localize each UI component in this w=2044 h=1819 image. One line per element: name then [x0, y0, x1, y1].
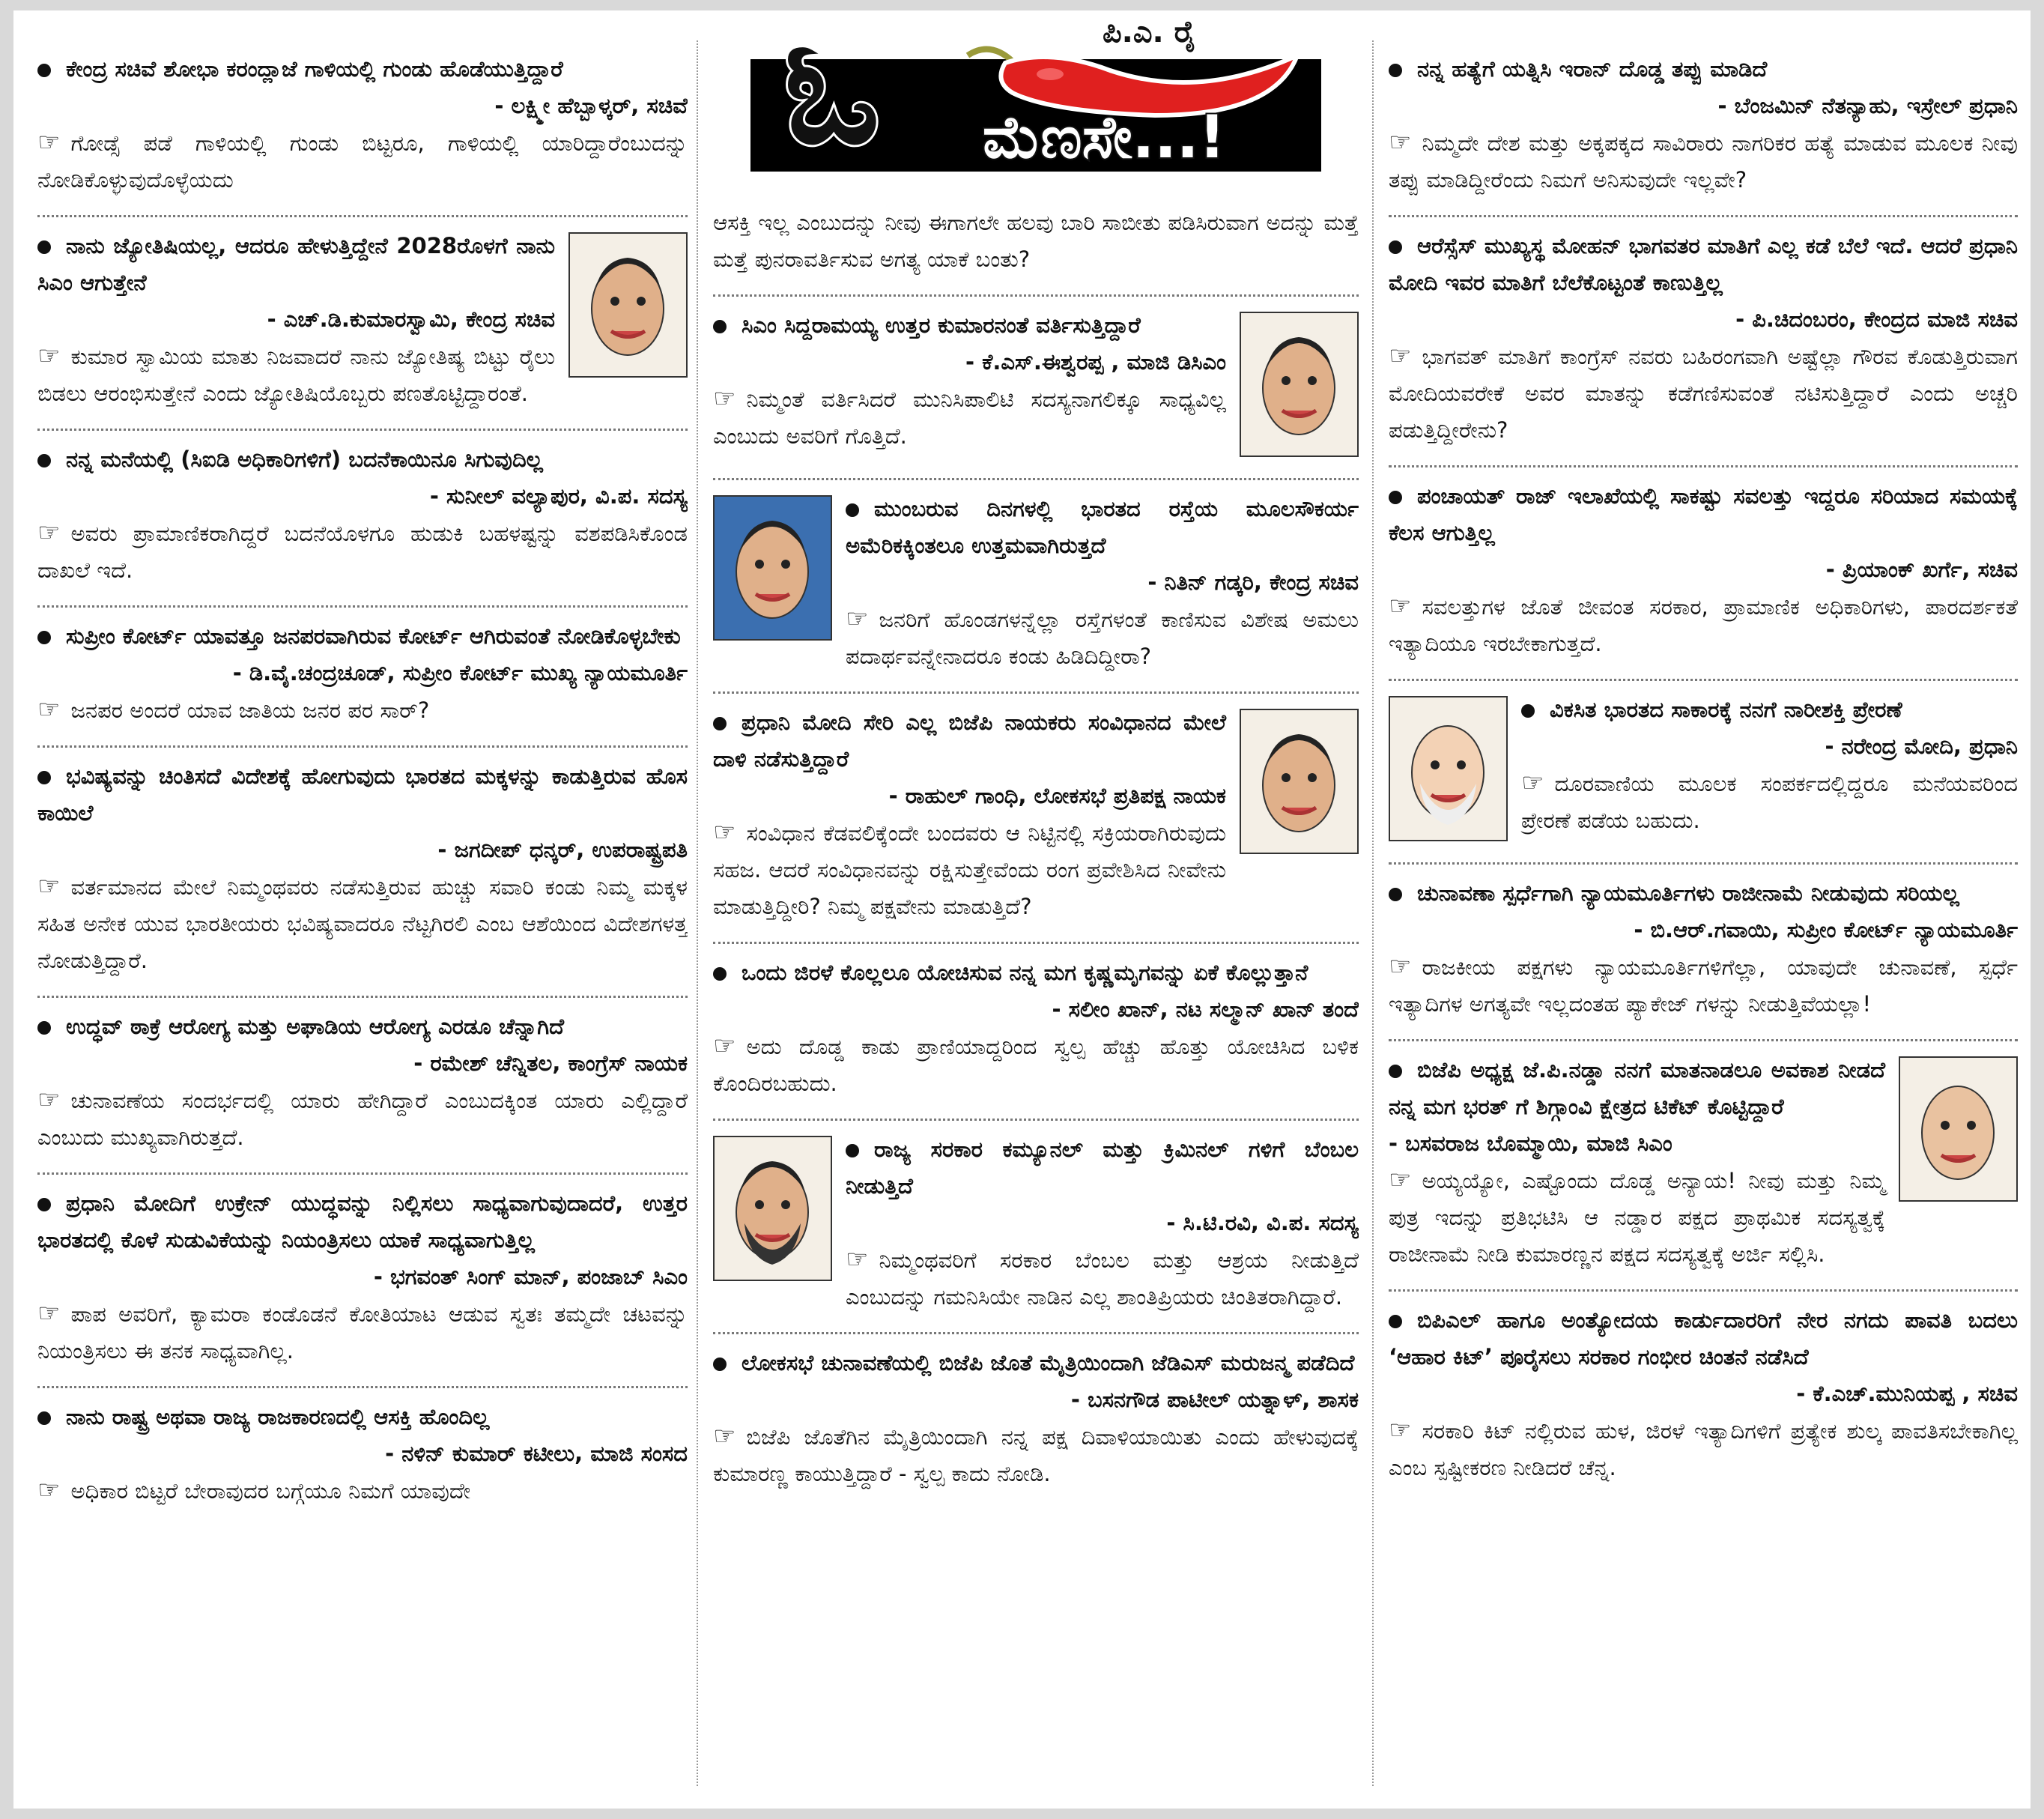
- bullet-icon: [37, 771, 51, 784]
- quote-item: [37, 998, 688, 1175]
- masthead-logo: [713, 10, 1359, 194]
- newspaper-page: [13, 10, 2031, 1809]
- quote-item: [37, 748, 688, 998]
- caricature-eshwarappa: [1240, 312, 1359, 457]
- bullet-icon: [37, 1021, 51, 1035]
- pointing-hand-icon: ☞: [37, 871, 61, 901]
- caricature-ct-ravi: [713, 1136, 832, 1281]
- pointing-hand-icon: ☞: [37, 341, 61, 371]
- columnist-reply: [37, 1082, 688, 1156]
- continued-reply-text: ಆಸಕ್ತಿ ಇಲ್ಲ ಎಂಬುದನ್ನು ನೀವು ಈಗಾಗಲೇ ಹಲವು ಬಾರಿ ಸಾಬೀತು ಪಡಿಸಿರುವಾಗ ಅದನ್ನು ಮತ್ತೆ ಮತ್ತೆ ಪುನರಾವರ್ತಿಸುವ ಅಗತ್ಯ ಯಾಕೆ ಬಂತು?: [713, 210, 1359, 272]
- bullet-icon: [846, 503, 859, 517]
- pointing-hand-icon: ☞: [37, 127, 61, 157]
- pointing-hand-icon: ☞: [37, 1085, 61, 1115]
- pointing-hand-icon: ☞: [1389, 1165, 1412, 1195]
- reply-text: ಸರಕಾರಿ ಕಿಟ್ ನಲ್ಲಿರುವ ಹುಳ, ಜಿರಳೆ ಇತ್ಯಾದಿಗಳಿಗೆ ಪ್ರತ್ಯೇಕ ಶುಲ್ಕ ಪಾವತಿಸಬೇಕಾಗಿಲ್ಲ ಎಂಬ ಸ್ಪಷ್ಟೀಕರಣ ನೀಡಿದರೆ ಚೆನ್ನ.: [1389, 1418, 2018, 1480]
- attribution: - ರಾಹುಲ್ ಗಾಂಧಿ, ಲೋಕಸಭೆ ಪ್ರತಿಪಕ್ಷ ನಾಯಕ: [888, 783, 1226, 808]
- attribution: - ಕೆ.ಎಚ್.ಮುನಿಯಪ್ಪ , ಸಚಿವ: [1796, 1381, 2018, 1406]
- bullet-icon: [37, 631, 51, 644]
- quote: [37, 1008, 688, 1045]
- quote-item: [1389, 217, 2018, 467]
- quote-text: ನಾನು ಜ್ಯೋತಿಷಿಯಲ್ಲ, ಆದರೂ ಹೇಳುತ್ತಿದ್ದೇನೆ 2028ರೊಳಗೆ ನಾನು ಸಿಎಂ ಆಗುತ್ತೇನೆ: [37, 233, 555, 295]
- quote-text: ನನ್ನ ಹತ್ಯೆಗೆ ಯತ್ನಿಸಿ ಇರಾನ್ ದೊಡ್ಡ ತಪ್ಪು ಮಾಡಿದೆ: [1417, 56, 1768, 82]
- right-column: [1389, 40, 2018, 1794]
- quote-item: [1389, 1041, 2018, 1292]
- pointing-hand-icon: ☞: [1389, 127, 1412, 157]
- caricature-gadkari: [713, 495, 832, 641]
- quote-text: ಚುನಾವಣಾ ಸ್ಪರ್ಧೆಗಾಗಿ ನ್ಯಾಯಮೂರ್ತಿಗಳು ರಾಜೀನಾಮೆ ನೀಡುವುದು ಸರಿಯಲ್ಲ: [1417, 880, 1959, 906]
- quote-item: [713, 297, 1359, 480]
- columnist-reply: [37, 868, 688, 979]
- attribution: - ಜಗದೀಪ್ ಧನ್ಕರ್, ಉಪರಾಷ್ಟ್ರಪತಿ: [437, 837, 688, 862]
- columnist-reply: [37, 1472, 688, 1510]
- reply-text: ವರ್ತಮಾನದ ಮೇಲೆ ನಿಮ್ಮಂಥವರು ನಡೆಸುತ್ತಿರುವ ಹುಚ್ಚು ಸವಾರಿ ಕಂಡು ನಿಮ್ಮ ಮಕ್ಕಳ ಸಹಿತ ಅನೇಕ ಯುವ ಭಾರತೀಯರು ಭವಿಷ್ಯವಾದರೂ ನೆಟ್ಟಗಿರಲಿ ಎಂಬ ಆಶೆಯಿಂದ ವಿದೇಶಗಳತ್ತ ನೋಡುತ್ತಿದ್ದಾರೆ.: [37, 874, 688, 973]
- quote: [1389, 1302, 2018, 1375]
- pointing-hand-icon: ☞: [713, 1421, 736, 1451]
- reply-text: ಗೋಡ್ಸೆ ಪಡೆ ಗಾಳಿಯಲ್ಲಿ ಗುಂಡು ಬಿಟ್ಟರೂ, ಗಾಳಿಯಲ್ಲಿ ಯಾರಿದ್ದಾರೆಂಬುದನ್ನು ನೋಡಿಕೊಳ್ಳುವುದೊಳ್ಳೆಯದು: [37, 130, 688, 193]
- pointing-hand-icon: ☞: [713, 1031, 736, 1061]
- quote: [1389, 228, 2018, 301]
- quote-text: ನಾನು ರಾಷ್ಟ್ರ ಅಥವಾ ರಾಜ್ಯ ರಾಜಕಾರಣದಲ್ಲಿ ಆಸಕ್ತಿ ಹೊಂದಿಲ್ಲ: [66, 1404, 490, 1429]
- columnist-reply: [1389, 588, 2018, 662]
- quote-item: [713, 1121, 1359, 1334]
- attribution: - ನರೇಂದ್ರ ಮೋದಿ, ಪ್ರಧಾನಿ: [1825, 733, 2018, 759]
- bullet-icon: [37, 64, 51, 77]
- reply-text: ಪಾಪ ಅವರಿಗೆ, ಕ್ಯಾಮರಾ ಕಂಡೊಡನೆ ಕೋತಿಯಾಟ ಆಡುವ ಸ್ವತಃ ತಮ್ಮದೇ ಚಟವನ್ನು ನಿಯಂತ್ರಿಸಲು ಈ ತನಕ ಸಾಧ್ಯವಾಗಿಲ್ಲ.: [37, 1301, 688, 1364]
- attribution: - ಬಿ.ಆರ್.ಗವಾಯಿ, ಸುಪ್ರೀಂ ಕೋರ್ಟ್ ನ್ಯಾಯಮೂರ್ತಿ: [1634, 917, 2018, 942]
- pointing-hand-icon: ☞: [1389, 951, 1412, 981]
- quote: [1389, 875, 2018, 912]
- attribution: - ನಳಿನ್ ಕುಮಾರ್ ಕಟೀಲು, ಮಾಜಿ ಸಂಸದ: [385, 1441, 688, 1466]
- reply-text: ನಿಮ್ಮಂತೆ ವರ್ತಿಸಿದರೆ ಮುನಿಸಿಪಾಲಿಟಿ ಸದಸ್ಯನಾಗಲಿಕ್ಕೂ ಸಾಧ್ಯವಿಲ್ಲ ಎಂಬುದು ಅವರಿಗೆ ಗೊತ್ತಿದೆ.: [713, 387, 1226, 449]
- quote: [37, 758, 688, 832]
- reply-text: ಸವಲತ್ತುಗಳ ಜೊತೆ ಜೀವಂತ ಸರಕಾರ, ಪ್ರಾಮಾಣಿಕ ಅಧಿಕಾರಿಗಳು, ಪಾರದರ್ಶಕತೆ ಇತ್ಯಾದಿಯೂ ಇರಬೇಕಾಗುತ್ತದೆ.: [1389, 594, 2018, 656]
- quote-text: ಲೋಕಸಭೆ ಚುನಾವಣೆಯಲ್ಲಿ ಬಿಜೆಪಿ ಜೊತೆ ಮೈತ್ರಿಯಿಂದಾಗಿ ಜೆಡಿಎಸ್ ಮರುಜನ್ಮ ಪಡೆದಿದೆ: [742, 1350, 1355, 1375]
- continued-reply: [713, 202, 1359, 297]
- quote-text: ಪ್ರಧಾನಿ ಮೋದಿ ಸೇರಿ ಎಲ್ಲ ಬಿಜೆಪಿ ನಾಯಕರು ಸಂವಿಧಾನದ ಮೇಲೆ ದಾಳಿ ನಡೆಸುತ್ತಿದ್ದಾರೆ: [713, 709, 1226, 772]
- pointing-hand-icon: ☞: [713, 384, 736, 414]
- reply-text: ದೂರವಾಣಿಯ ಮೂಲಕ ಸಂಪರ್ಕದಲ್ಲಿದ್ದರೂ ಮನೆಯವರಿಂದ ಪ್ರೇರಣೆ ಪಡೆಯ ಬಹುದು.: [1521, 771, 2018, 833]
- pointing-hand-icon: ☞: [713, 817, 736, 847]
- columnist-reply: [37, 1295, 688, 1369]
- caricature-kumaraswamy: [568, 232, 688, 378]
- quote-item: [713, 944, 1359, 1121]
- pointing-hand-icon: ☞: [1389, 1415, 1412, 1445]
- reply-text: ನಿಮ್ಮಂಥವರಿಗೆ ಸರಕಾರ ಬೆಂಬಲ ಮತ್ತು ಆಶ್ರಯ ನೀಡುತ್ತಿದೆ ಎಂಬುದನ್ನು ಗಮನಿಸಿಯೇ ನಾಡಿನ ಎಲ್ಲ ಶಾಂತಿಪ್ರಿಯರು ಚಿಂತಿತರಾಗಿದ್ದಾರೆ.: [846, 1247, 1359, 1310]
- bullet-icon: [1389, 240, 1402, 254]
- reply-text: ಜನರಿಗೆ ಹೊಂಡಗಳನ್ನೆಲ್ಲಾ ರಸ್ತೆಗಳಂತೆ ಕಾಣಿಸುವ ವಿಶೇಷ ಅಮಲು ಪದಾರ್ಥವನ್ನೇನಾದರೂ ಕಂಡು ಹಿಡಿದಿದ್ದೀರಾ?: [846, 607, 1359, 669]
- bullet-icon: [713, 320, 727, 333]
- reply-text: ಸಂವಿಧಾನ ಕೆಡವಲಿಕ್ಕೆಂದೇ ಬಂದವರು ಆ ನಿಟ್ಟಿನಲ್ಲಿ ಸಕ್ರಿಯರಾಗಿರುವುದು ಸಹಜ. ಆದರೆ ಸಂವಿಧಾನವನ್ನು ರಕ್ಷಿಸುತ್ತೇವೆಂದು ರಂಗ ಪ್ರವೇಶಿಸಿದ ನೀವೇನು ಮಾಡುತ್ತಿದ್ದೀರಿ? ನಿಮ್ಮ ಪಕ್ಷವೇನು ಮಾಡುತ್ತಿದೆ?: [713, 820, 1226, 919]
- caricature-rahul: [1240, 709, 1359, 854]
- column-divider: [697, 40, 698, 1786]
- bullet-icon: [1389, 1065, 1402, 1078]
- reply-text: ನಿಮ್ಮದೇ ದೇಶ ಮತ್ತು ಅಕ್ಕಪಕ್ಕದ ಸಾವಿರಾರು ನಾಗರಿಕರ ಹತ್ಯೆ ಮಾಡುವ ಮೂಲಕ ನೀವು ತಪ್ಪು ಮಾಡಿದ್ದೀರೆಂದು ನಿಮಗೆ ಅನಿಸುವುದೇ ಇಲ್ಲವೇ?: [1389, 130, 2018, 193]
- quote-item: [37, 217, 688, 431]
- columnist-reply: [1389, 338, 2018, 449]
- quote-item: [713, 480, 1359, 694]
- bullet-icon: [1389, 64, 1402, 77]
- pointing-hand-icon: ☞: [37, 1475, 61, 1505]
- bullet-icon: [1389, 888, 1402, 901]
- bullet-icon: [37, 454, 51, 467]
- attribution: - ಸುನೀಲ್ ವಲ್ಯಾಪುರ, ವಿ.ಪ. ಸದಸ್ಯ: [429, 483, 688, 509]
- quote-text: ಸುಪ್ರೀಂ ಕೋರ್ಟ್ ಯಾವತ್ತೂ ಜನಪರವಾಗಿರುವ ಕೋರ್ಟ್ ಆಗಿರುವಂತೆ ನೋಡಿಕೊಳ್ಳಬೇಕು: [66, 623, 681, 649]
- quote-item: [713, 1334, 1359, 1509]
- pointing-hand-icon: ☞: [1389, 341, 1412, 371]
- quote: [37, 51, 688, 88]
- reply-text: ಕುಮಾರ ಸ್ವಾಮಿಯ ಮಾತು ನಿಜವಾದರೆ ನಾನು ಜ್ಯೋತಿಷ್ಯ ಬಿಟ್ಟು ರೈಲು ಬಿಡಲು ಆರಂಭಿಸುತ್ತೇನೆ ಎಂದು ಜ್ಯೋತಿಷಿಯೊಬ್ಬರು ಪಣತೊಟ್ಟಿದ್ದಾರಂತೆ.: [37, 344, 555, 406]
- masthead-title: ಮೆಣಸೇ...!: [983, 104, 1226, 172]
- quote-text: ಭವಿಷ್ಯವನ್ನು ಚಿಂತಿಸದೆ ವಿದೇಶಕ್ಕೆ ಹೋಗುವುದು ಭಾರತದ ಮಕ್ಕಳನ್ನು ಕಾಡುತ್ತಿರುವ ಹೊಸ ಕಾಯಿಲೆ: [37, 763, 688, 826]
- bullet-icon: [713, 1358, 727, 1371]
- reply-text: ಚುನಾವಣೆಯ ಸಂದರ್ಭದಲ್ಲಿ ಯಾರು ಹೇಗಿದ್ದಾರೆ ಎಂಬುದಕ್ಕಿಂತ ಯಾರು ಎಲ್ಲಿದ್ದಾರೆ ಎಂಬುದು ಮುಖ್ಯವಾಗಿರುತ್ತದೆ.: [37, 1088, 688, 1150]
- attribution: - ಸಿ.ಟಿ.ರವಿ, ವಿ.ಪ. ಸದಸ್ಯ: [1166, 1210, 1359, 1235]
- quote-text: ಸಿಎಂ ಸಿದ್ದರಾಮಯ್ಯ ಉತ್ತರ ಕುಮಾರನಂತೆ ವರ್ತಿಸುತ್ತಿದ್ದಾರೆ: [742, 312, 1141, 338]
- reply-text: ಭಾಗವತ್ ಮಾತಿಗೆ ಕಾಂಗ್ರೆಸ್ ನವರು ಬಹಿರಂಗವಾಗಿ ಅಷ್ಟೆಲ್ಲಾ ಗೌರವ ಕೊಡುತ್ತಿರುವಾಗ ಮೋದಿಯವರೇಕೆ ಅವರ ಮಾತನ್ನು ಕಡೆಗಣಿಸುವಂತೆ ನಟಿಸುತ್ತಿದ್ದಾರೆ ಎಂದು ಅಚ್ಚರಿ ಪಡುತ್ತಿದ್ದೀರೇನು?: [1389, 344, 2018, 443]
- pointing-hand-icon: ☞: [846, 604, 869, 634]
- quote-text: ಉದ್ಧವ್ ಠಾಕ್ರೆ ಆರೋಗ್ಯ ಮತ್ತು ಅಘಾಡಿಯ ಆರೋಗ್ಯ ಎರಡೂ ಚೆನ್ನಾಗಿದೆ: [66, 1014, 565, 1039]
- bullet-icon: [37, 240, 51, 254]
- pointing-hand-icon: ☞: [37, 1298, 61, 1328]
- attribution: - ಸಲೀಂ ಖಾನ್, ನಟ ಸಲ್ಮಾನ್ ಖಾನ್ ತಂದೆ: [1052, 996, 1359, 1022]
- columnist-reply: [37, 124, 688, 199]
- quote-item: [713, 694, 1359, 944]
- quote-item: [1389, 467, 2018, 681]
- attribution: - ರಮೇಶ್ ಚೆನ್ನಿತಲ, ಕಾಂಗ್ರೆಸ್ ನಾಯಕ: [413, 1050, 688, 1076]
- quote: [713, 1345, 1359, 1381]
- caricature-modi: [1389, 696, 1508, 841]
- pointing-hand-icon: ☞: [37, 518, 61, 548]
- attribution: - ಬಸನಗೌಡ ಪಾಟೀಲ್ ಯತ್ನಾಳ್, ಶಾಸಕ: [1070, 1387, 1359, 1412]
- attribution: - ಲಕ್ಷ್ಮೀ ಹೆಬ್ಬಾಳ್ಕರ್, ಸಚಿವೆ: [494, 93, 688, 118]
- quote: [37, 618, 688, 655]
- pointing-hand-icon: ☞: [37, 694, 61, 724]
- quote-text: ಆರೆಸ್ಸೆಸ್ ಮುಖ್ಯಸ್ಥ ಮೋಹನ್ ಭಾಗವತರ ಮಾತಿಗೆ ಎಲ್ಲ ಕಡೆ ಬೆಲೆ ಇದೆ. ಆದರೆ ಪ್ರಧಾನಿ ಮೋದಿ ಇವರ ಮಾತಿಗೆ ಬೆಲೆಕೊಟ್ಟಂತೆ ಕಾಣುತ್ತಿಲ್ಲ: [1389, 233, 2018, 295]
- columnist-reply: [1389, 948, 2018, 1023]
- attribution: - ಭಗವಂತ್ ಸಿಂಗ್ ಮಾನ್, ಪಂಜಾಬ್ ಸಿಎಂ: [373, 1264, 688, 1289]
- quote-text: ವಿಕಸಿತ ಭಾರತದ ಸಾಕಾರಕ್ಕೆ ನನಗೆ ನಾರೀಶಕ್ತಿ ಪ್ರೇರಣೆ: [1550, 697, 1902, 722]
- quote: [37, 1185, 688, 1259]
- pointing-hand-icon: ☞: [1389, 591, 1412, 621]
- quote-item: [1389, 1292, 2018, 1503]
- bullet-icon: [1389, 1315, 1402, 1328]
- quote-item: [37, 431, 688, 608]
- quote-text: ಕೇಂದ್ರ ಸಚಿವೆ ಶೋಭಾ ಕರಂದ್ಲಾಜೆ ಗಾಳಿಯಲ್ಲಿ ಗುಂಡು ಹೊಡೆಯುತ್ತಿದ್ದಾರೆ: [66, 56, 563, 82]
- bullet-icon: [1389, 491, 1402, 504]
- quote: [1389, 478, 2018, 551]
- attribution: - ನಿತಿನ್ ಗಡ್ಕರಿ, ಕೇಂದ್ರ ಸಚಿವ: [1147, 569, 1359, 595]
- quote-text: ಬಿಪಿಎಲ್ ಹಾಗೂ ಅಂತ್ಯೋದಯ ಕಾರ್ಡುದಾರರಿಗೆ ನೇರ ನಗದು ಪಾವತಿ ಬದಲು ‘ಆಹಾರ ಕಿಟ್’ ಪೂರೈಸಲು ಸರಕಾರ ಗಂಭೀರ ಚಿಂತನೆ ನಡೆಸಿದೆ: [1389, 1307, 2018, 1369]
- column-divider: [1372, 40, 1374, 1786]
- bullet-icon: [713, 717, 727, 730]
- attribution: - ಪ್ರಿಯಾಂಕ್ ಖರ್ಗೆ, ಸಚಿವ: [1825, 557, 2018, 582]
- columnist-byline: ಪಿ.ಎ. ರೈ: [1103, 15, 1197, 49]
- quote: [37, 441, 688, 478]
- bullet-icon: [37, 1198, 51, 1211]
- bullet-icon: [37, 1411, 51, 1425]
- reply-text: ರಾಜಕೀಯ ಪಕ್ಷಗಳು ನ್ಯಾಯಮೂರ್ತಿಗಳಿಗೆಲ್ಲಾ, ಯಾವುದೇ ಚುನಾವಣೆ, ಸ್ಪರ್ಧೆ ಇತ್ಯಾದಿಗಳ ಅಗತ್ಯವೇ ಇಲ್ಲದಂತಹ ಪ್ಯಾಕೇಜ್ ಗಳನ್ನು ನೀಡುತ್ತಿವೆಯಲ್ಲಾ!: [1389, 954, 2018, 1017]
- attribution: - ಪಿ.ಚಿದಂಬರಂ, ಕೇಂದ್ರದ ಮಾಜಿ ಸಚಿವ: [1735, 306, 2018, 332]
- attribution: - ಡಿ.ವೈ.ಚಂದ್ರಚೂಡ್, ಸುಪ್ರೀಂ ಕೋರ್ಟ್ ಮುಖ್ಯ ನ್ಯಾಯಮೂರ್ತಿ: [232, 660, 688, 685]
- quote-text: ರಾಜ್ಯ ಸರಕಾರ ಕಮ್ಯೂನಲ್ ಮತ್ತು ಕ್ರಿಮಿನಲ್ ಗಳಿಗೆ ಬೆಂಬಲ ನೀಡುತ್ತಿದೆ: [846, 1137, 1359, 1199]
- quote-text: ಮುಂಬರುವ ದಿನಗಳಲ್ಲಿ ಭಾರತದ ರಸ್ತೆಯ ಮೂಲಸೌಕರ್ಯ ಅಮೆರಿಕಕ್ಕಿಂತಲೂ ಉತ್ತಮವಾಗಿರುತ್ತದೆ: [846, 496, 1359, 558]
- quote: [1389, 51, 2018, 88]
- attribution: - ಬೆಂಜಮಿನ್ ನೆತನ್ಯಾಹು, ಇಸ್ರೇಲ್ ಪ್ರಧಾನಿ: [1717, 93, 2018, 118]
- columnist-reply: [37, 691, 688, 729]
- quote-text: ಒಂದು ಜಿರಳೆ ಕೊಲ್ಲಲೂ ಯೋಚಿಸುವ ನನ್ನ ಮಗ ಕೃಷ್ಣಮೃಗವನ್ನು ಏಕೆ ಕೊಲ್ಲುತ್ತಾನೆ: [742, 960, 1308, 985]
- columnist-reply: [713, 1418, 1359, 1492]
- reply-text: ಬಿಜೆಪಿ ಜೊತೆಗಿನ ಮೈತ್ರಿಯಿಂದಾಗಿ ನನ್ನ ಪಕ್ಷ ದಿವಾಳಿಯಾಯಿತು ಎಂದು ಹೇಳುವುದಕ್ಕೆ ಕುಮಾರಣ್ಣ ಕಾಯುತ್ತಿದ್ದಾರೆ - ಸ್ವಲ್ಪ ಕಾದು ನೋಡಿ.: [713, 1424, 1359, 1486]
- columnist-reply: [1389, 1412, 2018, 1486]
- quote-item: [1389, 40, 2018, 217]
- quote-item: [37, 40, 688, 217]
- reply-text: ಜನಪರ ಅಂದರೆ ಯಾವ ಜಾತಿಯ ಜನರ ಪರ ಸಾರ್?: [70, 697, 430, 723]
- quote-item: [37, 1388, 688, 1526]
- reply-text: ಅವರು ಪ್ರಾಮಾಣಿಕರಾಗಿದ್ದರೆ ಬದನೆಯೊಳಗೂ ಹುಡುಕಿ ಬಹಳಷ್ಟನ್ನು ವಶಪಡಿಸಿಕೊಂಡ ದಾಖಲೆ ಇದೆ.: [37, 521, 688, 583]
- quote: [713, 954, 1359, 991]
- quote-text: ಪ್ರಧಾನಿ ಮೋದಿಗೆ ಉಕ್ರೇನ್ ಯುದ್ಧವನ್ನು ನಿಲ್ಲಿಸಲು ಸಾಧ್ಯವಾಗುವುದಾದರೆ, ಉತ್ತರ ಭಾರತದಲ್ಲಿ ಕೊಳೆ ಸುಡುವಿಕೆಯನ್ನು ನಿಯಂತ್ರಿಸಲು ಯಾಕೆ ಸಾಧ್ಯವಾಗುತ್ತಿಲ್ಲ: [37, 1190, 688, 1253]
- quote: [37, 1399, 688, 1435]
- bullet-icon: [713, 967, 727, 981]
- quote-item: [37, 608, 688, 748]
- masthead-title-o: ಓ: [784, 10, 880, 175]
- reply-text: ಅಯ್ಯಯ್ಯೋ, ಎಷ್ಟೊಂದು ದೊಡ್ಡ ಅನ್ಯಾಯ! ನೀವು ಮತ್ತು ನಿಮ್ಮ ಪುತ್ರ ಇದನ್ನು ಪ್ರತಿಭಟಿಸಿ ಆ ನಡ್ಡಾರ ಪಕ್ಷದ ಪ್ರಾಥಮಿಕ ಸದಸ್ಯತ್ವಕ್ಕೆ ರಾಜೀನಾಮೆ ನೀಡಿ ಕುಮಾರಣ್ಣನ ಪಕ್ಷದ ಸದಸ್ಯತ್ವಕ್ಕೆ ಅರ್ಜಿ ಸಲ್ಲಿಸಿ.: [1389, 1168, 1885, 1267]
- quote-item: [1389, 681, 2018, 865]
- attribution: - ಬಸವರಾಜ ಬೊಮ್ಮಾಯಿ, ಮಾಜಿ ಸಿಎಂ: [1389, 1131, 1672, 1156]
- quote-text: ಪಂಚಾಯತ್ ರಾಜ್ ಇಲಾಖೆಯಲ್ಲಿ ಸಾಕಷ್ಟು ಸವಲತ್ತು ಇದ್ದರೂ ಸರಿಯಾದ ಸಮಯಕ್ಕೆ ಕೆಲಸ ಆಗುತ್ತಿಲ್ಲ: [1389, 483, 2018, 545]
- quote-item: [1389, 865, 2018, 1041]
- columnist-reply: [37, 515, 688, 589]
- attribution: - ಎಚ್.ಡಿ.ಕುಮಾರಸ್ವಾಮಿ, ಕೇಂದ್ರ ಸಚಿವ: [267, 306, 555, 332]
- attribution: - ಕೆ.ಎಸ್.ಈಶ್ವರಪ್ಪ , ಮಾಜಿ ಡಿಸಿಎಂ: [965, 349, 1226, 375]
- bullet-icon: [1521, 704, 1535, 718]
- quote-text: ನನ್ನ ಮನೆಯಲ್ಲಿ (ಸಿಐಡಿ ಅಧಿಕಾರಿಗಳಿಗೆ) ಬದನೆಕಾಯಿನೂ ಸಿಗುವುದಿಲ್ಲ: [66, 447, 543, 472]
- reply-text: ಅಧಿಕಾರ ಬಿಟ್ಟರೆ ಬೇರಾವುದರ ಬಗ್ಗೆಯೂ ನಿಮಗೆ ಯಾವುದೇ: [70, 1478, 471, 1504]
- reply-text: ಅದು ದೊಡ್ಡ ಕಾಡು ಪ್ರಾಣಿಯಾದ್ದರಿಂದ ಸ್ವಲ್ಪ ಹೆಚ್ಚು ಹೊತ್ತು ಯೋಚಿಸಿದ ಬಳಿಕ ಕೊಂದಿರಬಹುದು.: [713, 1034, 1359, 1096]
- quote-item: [37, 1175, 688, 1388]
- middle-column: [713, 10, 1359, 1794]
- left-column: [37, 40, 688, 1794]
- pointing-hand-icon: ☞: [1521, 768, 1544, 798]
- columnist-reply: [1389, 124, 2018, 199]
- bullet-icon: [846, 1144, 859, 1157]
- pointing-hand-icon: ☞: [846, 1244, 869, 1274]
- quote-text: ಬಿಜೆಪಿ ಅಧ್ಯಕ್ಷ ಜೆ.ಪಿ.ನಡ್ಡಾ ನನಗೆ ಮಾತನಾಡಲೂ ಅವಕಾಶ ನೀಡದೆ ನನ್ನ ಮಗ ಭರತ್ ಗೆ ಶಿಗ್ಗಾಂವಿ ಕ್ಷೇತ್ರದ ಟಿಕೆಟ್ ಕೊಟ್ಟಿದ್ದಾರೆ: [1389, 1057, 1885, 1119]
- columnist-reply: [713, 1028, 1359, 1102]
- caricature-bommai: [1899, 1056, 2018, 1202]
